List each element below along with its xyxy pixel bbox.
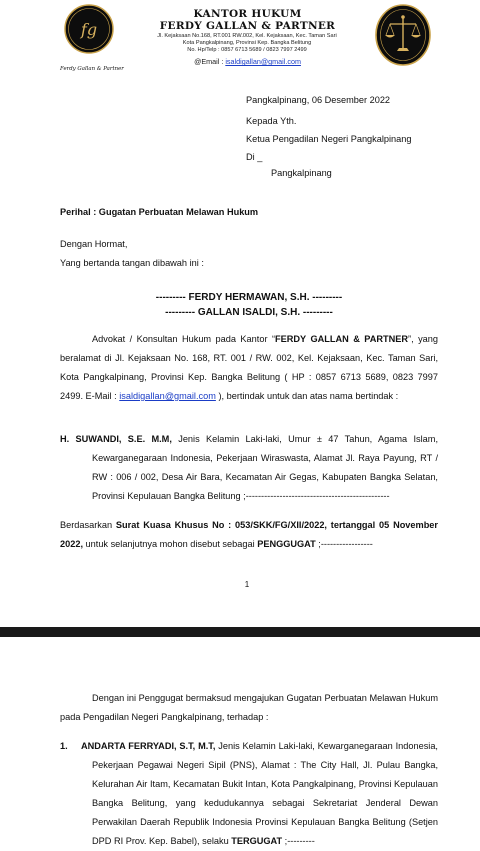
- surat-kuasa-ref: Surat Kuasa Khusus No : 053/SKK/FG/XII/2022, tertanggal 05 November 2022,: [60, 520, 438, 549]
- letterhead-address-1: Jl. Kejaksaan No.168, RT.001 RW.002, Kel. Kejaksaan, Kec. Taman Sari: [157, 33, 337, 39]
- client-name: H. SUWANDI, S.E. M.M,: [60, 434, 172, 444]
- berdasarkan-paragraph: Berdasarkan Surat Kuasa Khusus No : 053/SKK/FG/XII/2022, tertanggal 05 November 2022, untuk selanjutnya mohon disebut sebagai PENGGUGAT ;-----------------: [60, 520, 438, 549]
- lawyer-name-2: --------- GALLAN ISALDI, S.H. ---------: [165, 307, 333, 318]
- letterhead-address-2: Kota Pangkalpinang, Provinsi Kep. Bangka Belitung: [182, 40, 312, 46]
- document-page-2: [0, 637, 480, 846]
- intro-text: Yang bertanda tangan dibawah ini :: [60, 258, 204, 268]
- page-number: 1: [244, 580, 250, 589]
- lawyer-name-1: --------- FERDY HERMAWAN, S.H. ---------: [155, 292, 343, 303]
- client-paragraph: H. SUWANDI, S.E. M.M, Jenis Kelamin Laki-laki, Umur ± 47 Tahun, Agama Islam, Kewarganegaraan Indonesia, Pekerjaan Wiraswasta, Alamat Jl. Raya Payung, RT / RW : 006 / 002, Desa Air Bara, Kecamatan Air Gegas, Kabupaten Bangka Selatan, Provinsi Kepulauan Bangka Belitung ;-----------------------------------------------: [60, 434, 438, 501]
- recipient-kepada: Kepada Yth.: [246, 116, 297, 126]
- defendant-number: 1.: [60, 741, 68, 751]
- tergugat-label: TERGUGAT: [231, 836, 283, 846]
- penggugat-label: PENGGUGAT: [257, 539, 316, 549]
- perihal: Perihal : Gugatan Perbuatan Melawan Hukum: [60, 207, 259, 217]
- firm-logo: [64, 4, 114, 54]
- page-break: [0, 627, 480, 637]
- recipient-city: Pangkalpinang: [271, 168, 332, 178]
- letterhead-firm-name: FERDY GALLAN & PARTNER: [159, 20, 336, 32]
- letterhead-email-line: [120, 57, 375, 66]
- letterhead-title: KANTOR HUKUM: [193, 8, 302, 20]
- defendant-paragraph: ANDARTA FERRYADI, S.T, M.T, Jenis Kelamin Laki-laki, Kewarganegaraan Indonesia, Pekerjaan Pegawai Negeri Sipil (PNS), Alamat : The City Hall, Jl. Pulau Bangka, Kelurahan Air Itam, Kecamatan Bukit Intan, Kota Pangkalpinang, Provinsi Kepulauan Bangka Belitung, yang kedudukannya sebagai Sekretariat Jenderal Dewan Perwakilan Daerah Republik Indonesia Provinsi Kepulauan Bangka Belitung (Setjen DPD RI Prov. Kep. Babel), selaku TERGUGAT ;---------: [81, 741, 438, 846]
- letter-date: Pangkalpinang, 06 Desember 2022: [246, 95, 391, 105]
- logo-caption: Ferdy Gallan & Partner: [60, 66, 124, 72]
- recipient-di: Di _: [246, 152, 263, 162]
- recipient-name: Ketua Pengadilan Negeri Pangkalpinang: [246, 134, 412, 144]
- email-link-inline[interactable]: isaldigallan@gmail.com: [119, 391, 216, 401]
- email-label: @Email :: [194, 57, 224, 66]
- letterhead-email-link[interactable]: isaldigallan@gmail.com: [225, 57, 301, 66]
- svg-text:fg: fg: [80, 20, 98, 39]
- page2-intro: Dengan ini Penggugat bermaksud mengajukan Gugatan Perbuatan Melawan Hukum pada Pengadilan Negeri Pangkalpinang, terhadap :: [60, 693, 438, 722]
- justice-scale-icon: [375, 4, 431, 66]
- firm-name-inline: FERDY GALLAN & PARTNER: [275, 334, 409, 344]
- letterhead-phone: No. Hp/Telp : 0857 6713 5689 / 0823 7997 2499: [187, 47, 307, 53]
- salutation: Dengan Hormat,: [60, 239, 128, 249]
- defendant-name: ANDARTA FERRYADI, S.T, M.T,: [81, 741, 216, 751]
- advokat-paragraph: Advokat / Konsultan Hukum pada Kantor “FERDY GALLAN & PARTNER”, yang beralamat di Jl. Kejaksaan No. 168, RT. 001 / RW. 002, Kel. Kejaksaan, Kec. Taman Sari, Kota Pangkalpinang, Provinsi Kep. Bangka Belitung ( HP : 0857 6713 5689, 0823 7997 2499. E-Mail : isaldigallan@gmail.com ), bertindak untuk dan atas nama bertindak :: [60, 334, 439, 401]
